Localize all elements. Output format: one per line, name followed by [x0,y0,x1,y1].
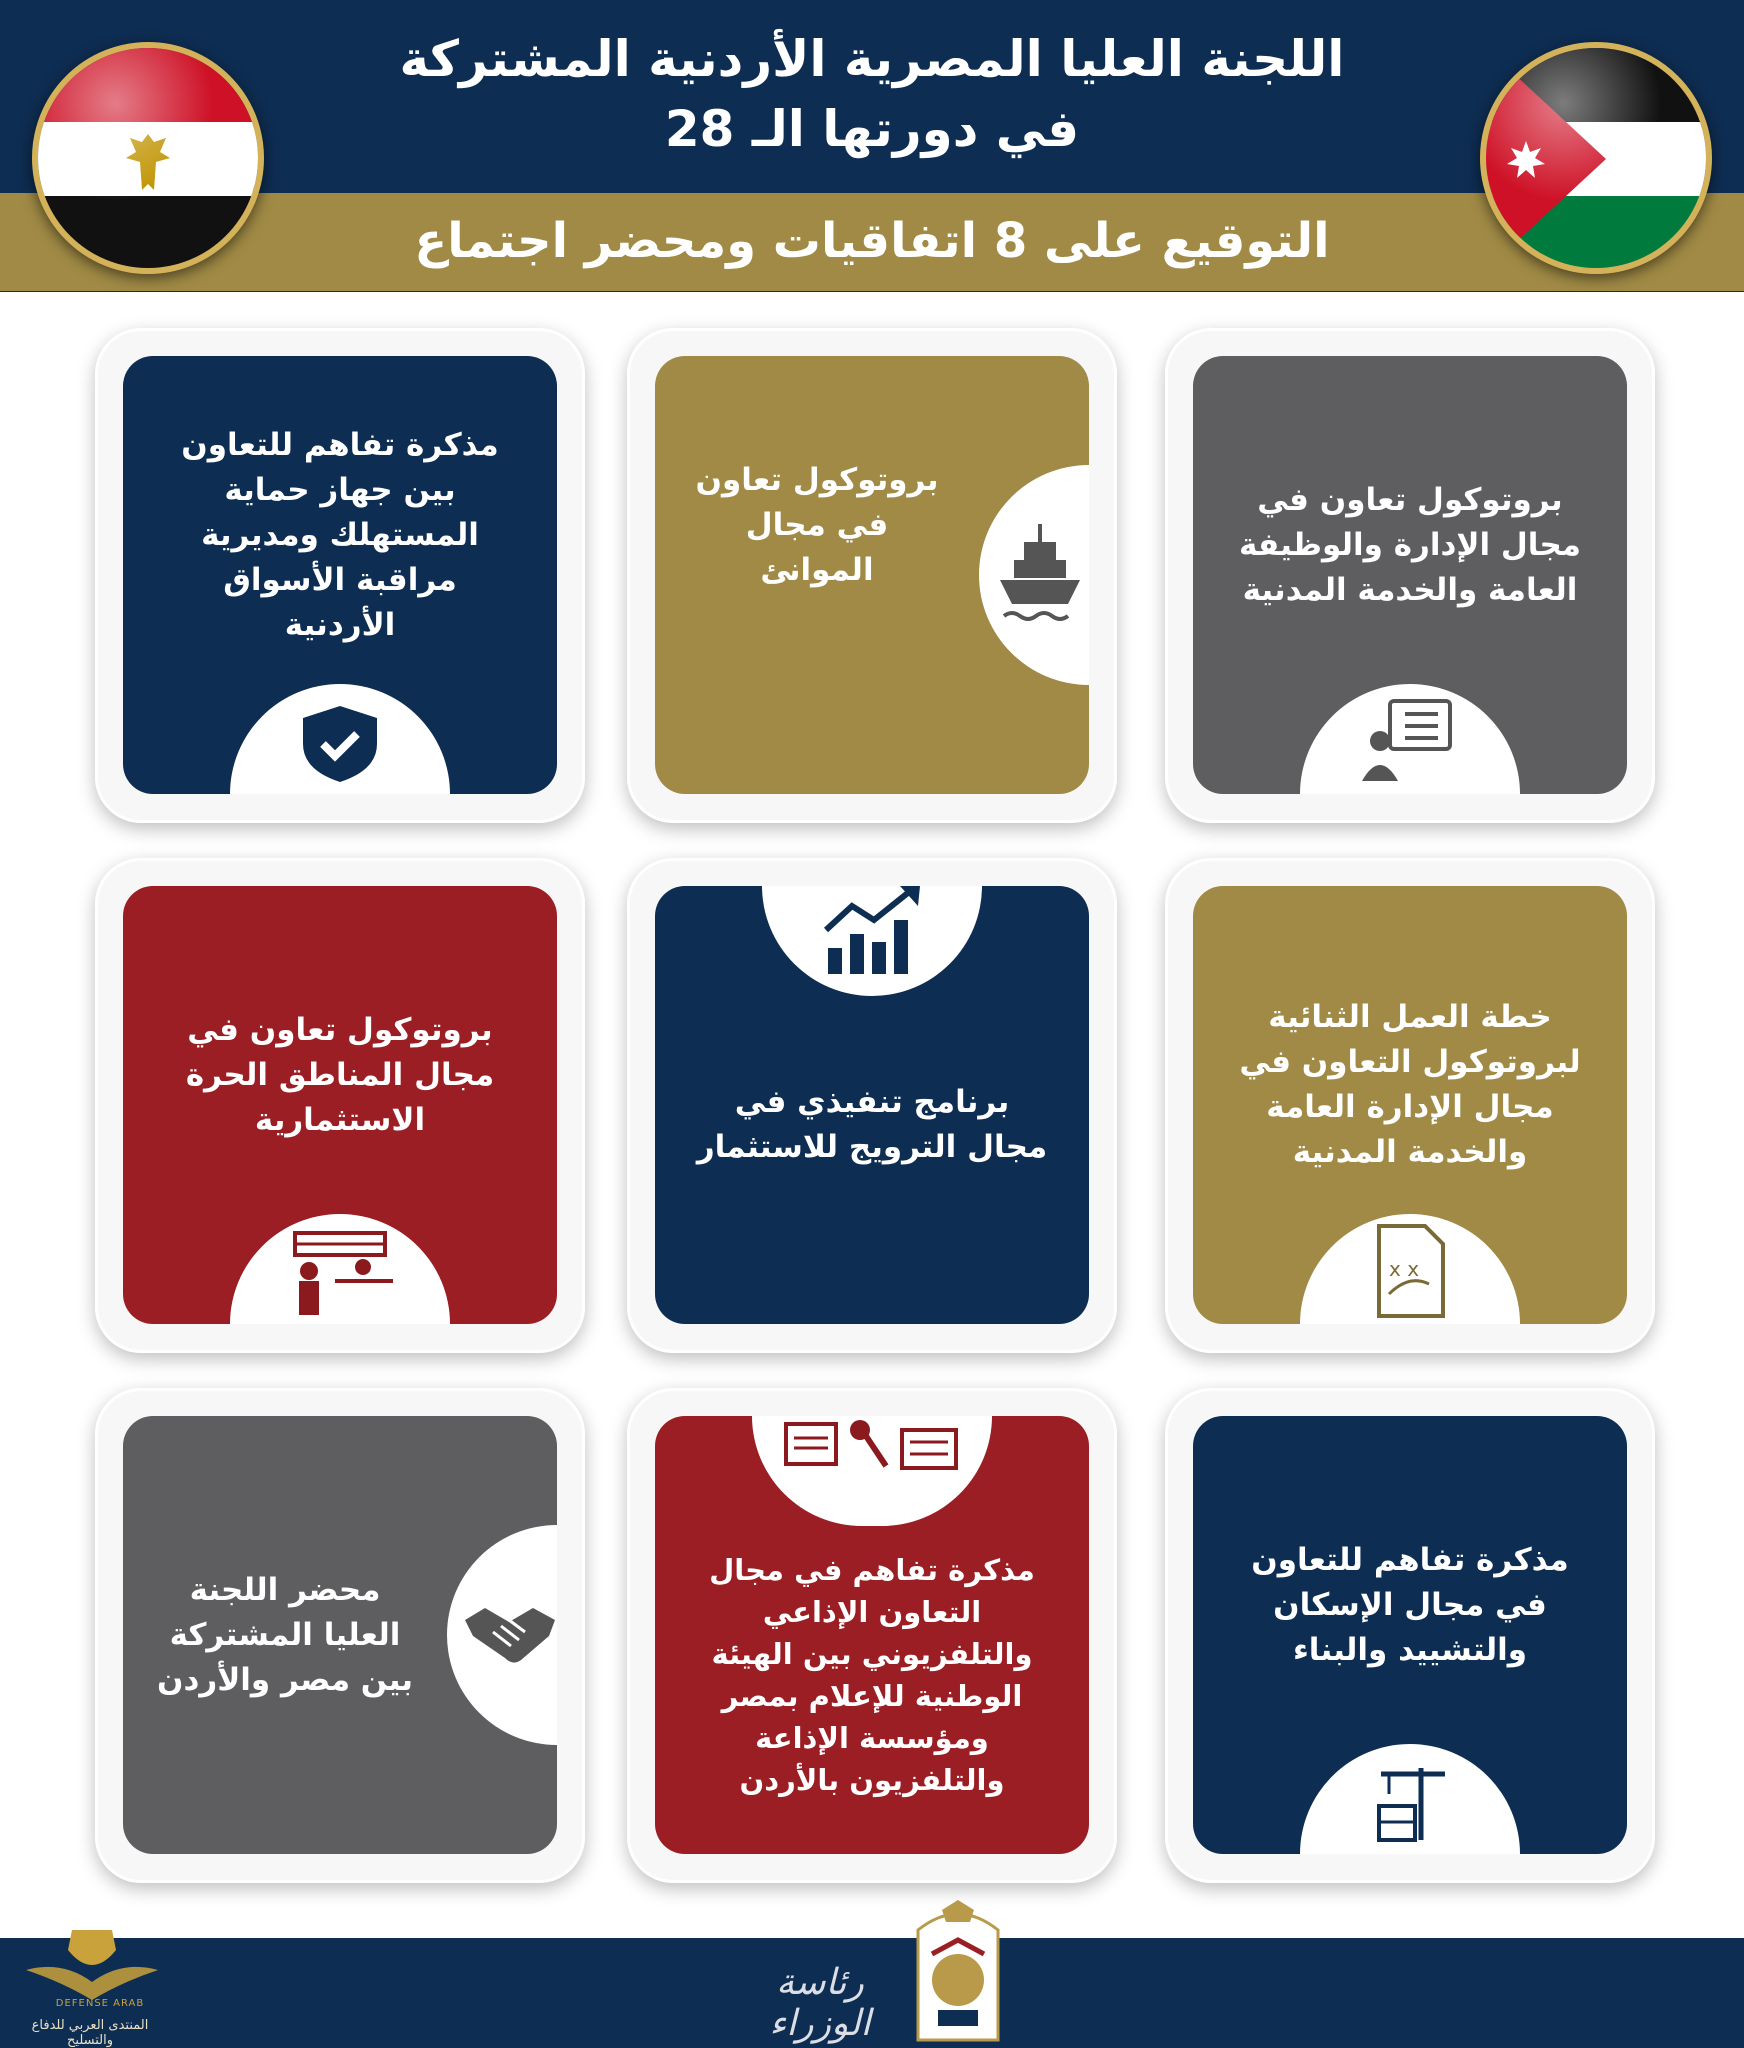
handshake-icon [463,1602,557,1668]
jordan-coat-of-arms-icon [908,1900,1008,2046]
agreement-text: مذكرة تفاهم للتعاون بين جهاز حماية المستهلك ومديرية مراقبة الأسواق الأردنية [181,426,499,643]
agreement-card-8 [627,1388,1117,1883]
agreement-text: بروتوكول تعاون في مجال الموانئ [695,461,939,588]
business-planning-icon [1360,696,1460,781]
agreement-card-5 [627,858,1117,1353]
title-line-1: اللجنة العليا المصرية الأردنية المشتركة [399,30,1345,88]
agreement-text: بروتوكول تعاون في مجال المناطق الحرة الاستثمارية [185,1011,495,1138]
agreement-text: خطة العمل الثنائية لبروتوكول التعاون في مجال الإدارة العامة والخدمة المدنية [1239,999,1581,1170]
agreement-card-2 [627,328,1117,823]
agreement-card-3 [95,328,585,823]
agreement-card-9 [95,1388,585,1883]
svg-text:x x: x x [1389,1257,1420,1281]
egypt-flag-icon [32,42,264,274]
strategy-document-icon [1373,1224,1449,1318]
title-line-2: في دورتها الـ 28 [664,100,1080,158]
agreement-text: برنامج تنفيذي في مجال الترويج للاستثمار [696,1084,1048,1165]
agreement-card-4 [1165,858,1655,1353]
agreement-text: محضر اللجنة العليا المشتركة بين مصر والأردن [157,1571,413,1698]
ship-icon [1000,524,1082,624]
construction-crane-icon [1375,1764,1447,1844]
growth-chart-icon [822,886,922,978]
shield-check-icon [295,704,385,784]
agreement-text: مذكرة تفاهم في مجال التعاون الإذاعي والتلفزيوني بين الهيئة الوطنية للإعلام بمصر ومؤسسة الإذاعة والتلفزيون بالأردن [709,1553,1035,1797]
forum-logo-caption: DEFENSE ARAB [55,1998,145,2009]
page-subtitle: التوقيع على 8 اتفاقيات ومحضر اجتماع [414,213,1330,269]
jordan-flag-icon [1480,42,1712,274]
agreement-text: مذكرة تفاهم للتعاون في مجال الإسكان والتشييد والبناء [1251,1541,1569,1668]
agreement-card-6 [95,858,585,1353]
forum-watermark: المنتدى العربي للدفاع والتسليح [31,2018,149,2048]
page-title [220,24,1524,164]
prime-ministry-signature: رئاسة الوزراء [769,1962,871,2044]
media-icon [782,1416,962,1476]
agreement-card-1 [1165,328,1655,823]
agreement-text: بروتوكول تعاون في مجال الإدارة والوظيفة العامة والخدمة المدنية [1239,481,1581,608]
agreement-card-7 [1165,1388,1655,1883]
customs-counter-icon [285,1231,395,1321]
